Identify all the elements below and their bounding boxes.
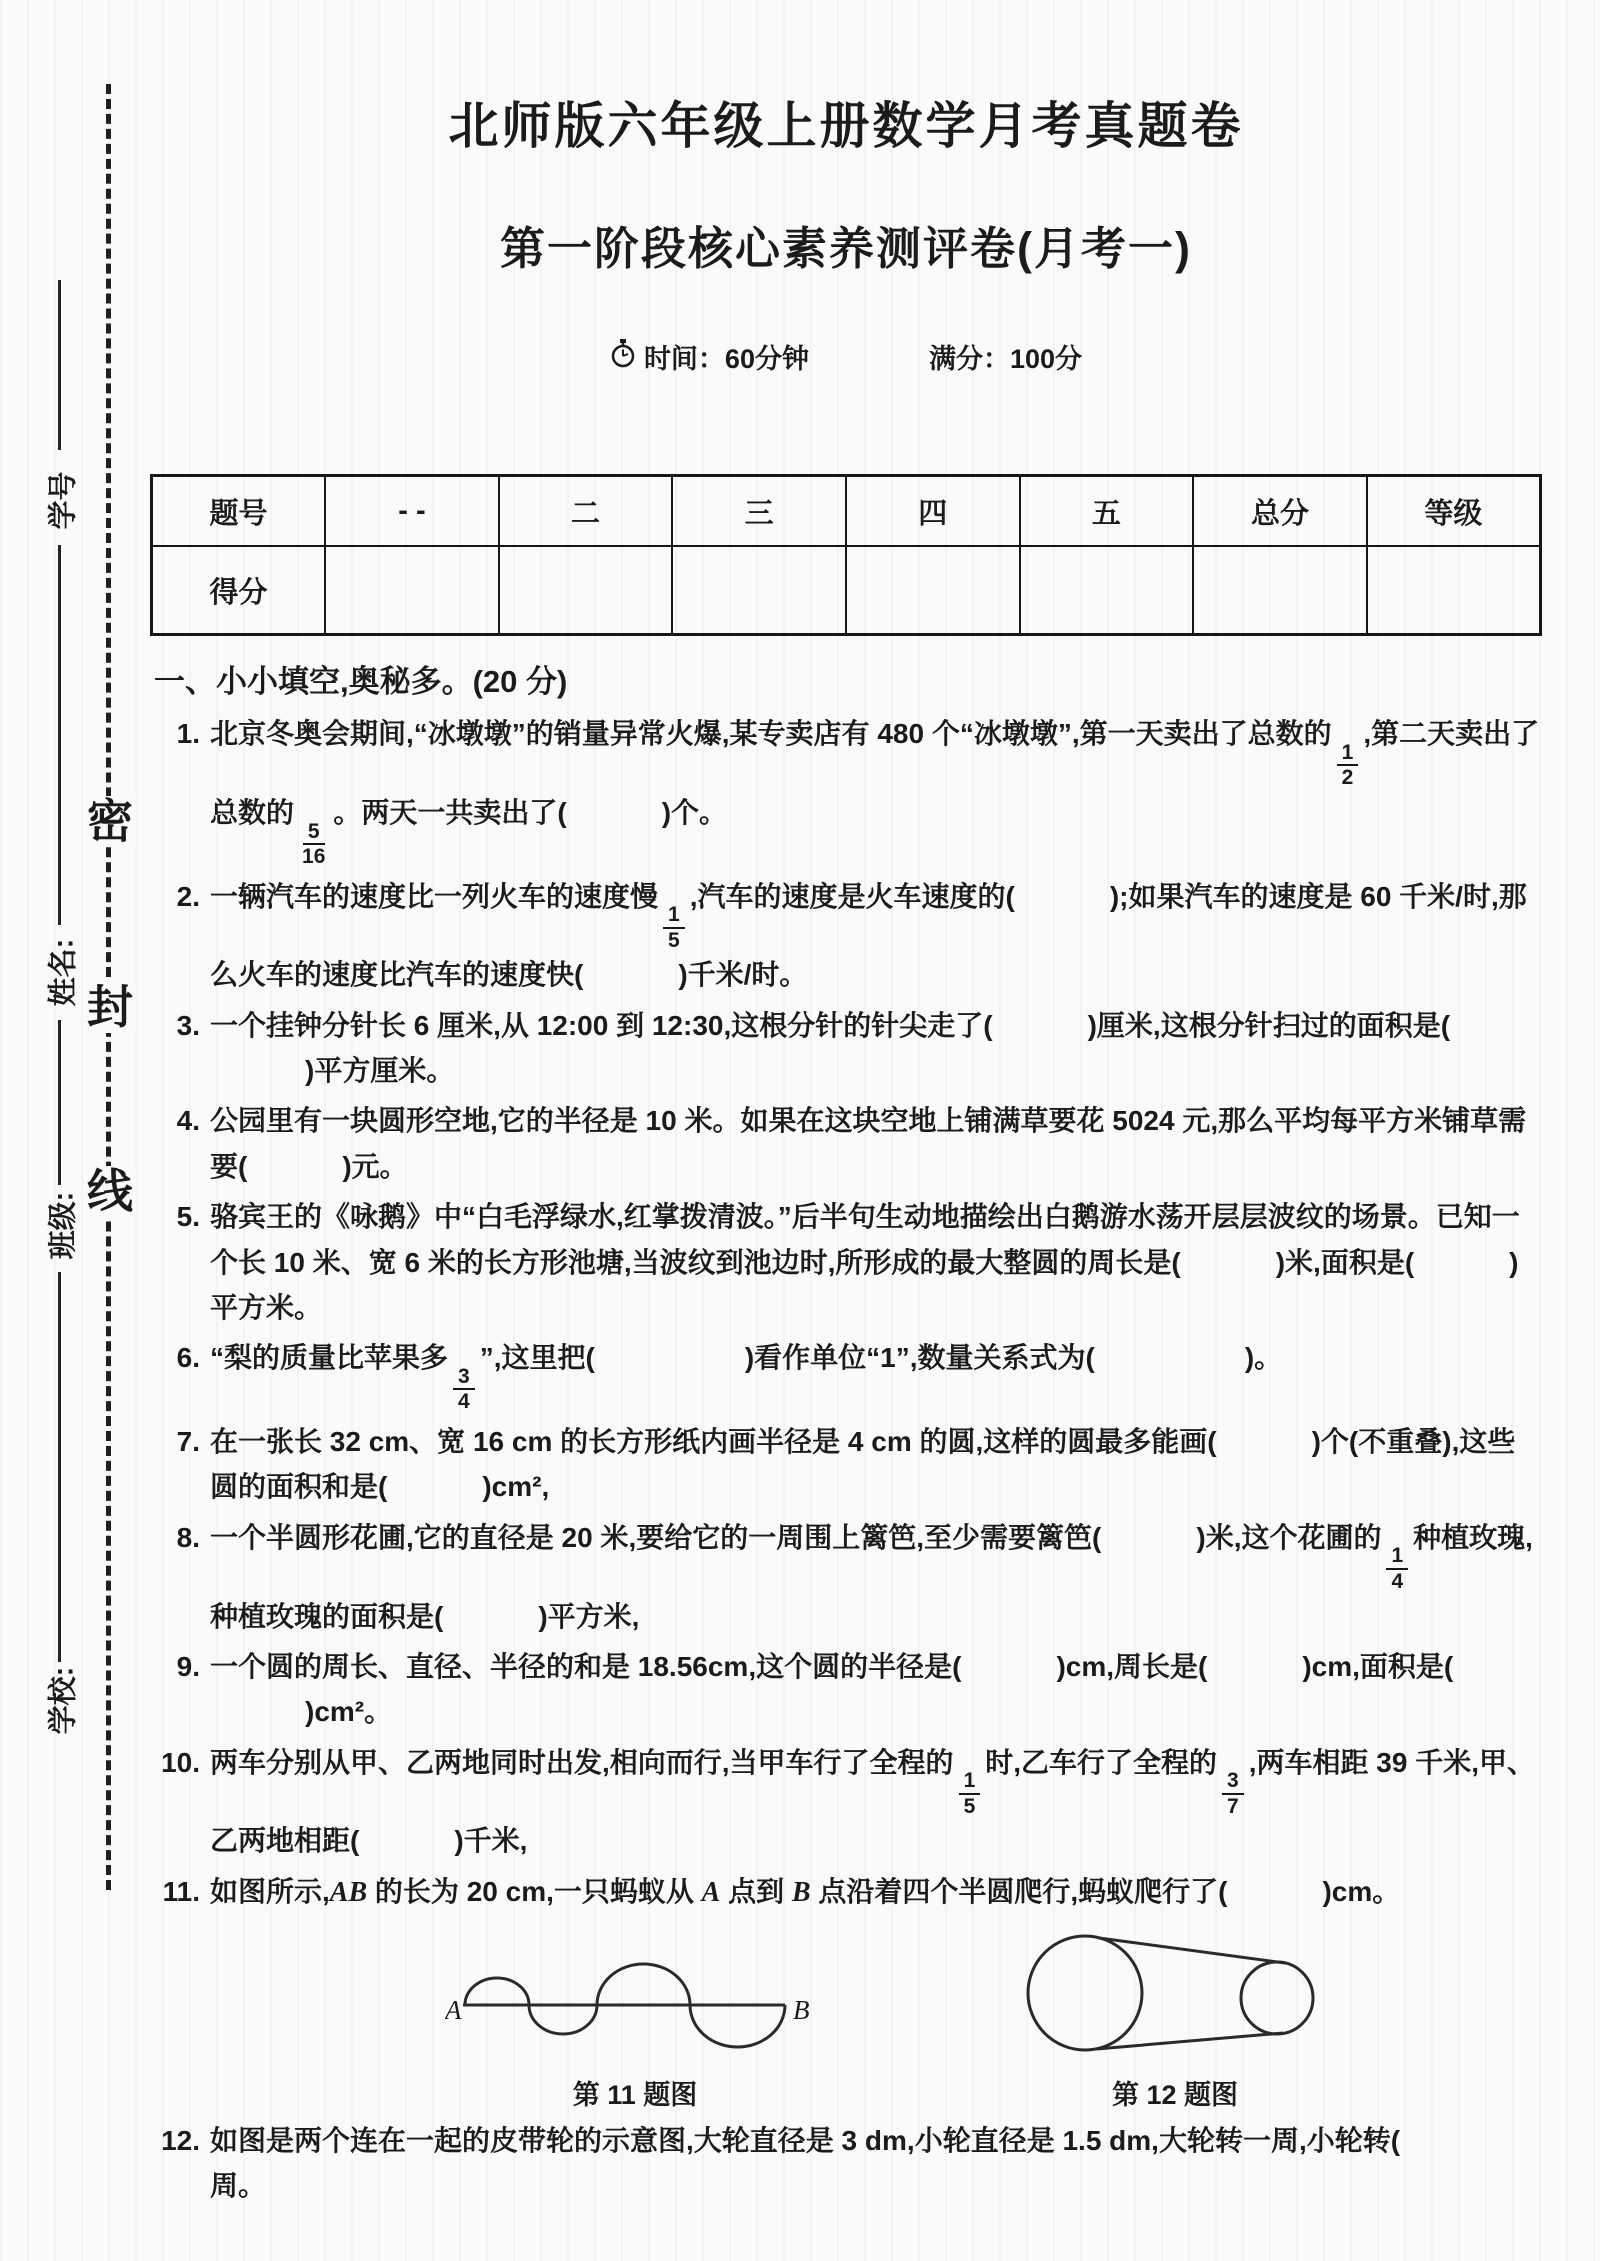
answer-blank: [993, 1034, 1088, 1035]
figure-q11: [445, 1929, 825, 2112]
seal-char-mi: 密: [84, 796, 136, 847]
question-item: 2. 一辆汽车的速度比一列火车的速度慢 $\frac{1}{5}$ ,汽车的速度是火车速度的( );如果汽车的速度是 60 千米/时,那么火车的速度比汽车的速度快( )千米/时。: [150, 874, 1542, 998]
score-table-header-row: [152, 476, 1541, 547]
page-title: 北师版六年级上册数学月考真题卷: [448, 98, 1244, 154]
question-number: 7.: [176, 1426, 200, 1457]
time-label: 时间：60分钟: [643, 344, 809, 374]
fraction: $\frac{3}{7}$: [1222, 1769, 1244, 1818]
answer-blank: [961, 1675, 1056, 1676]
student-id-label: 学号: [47, 471, 80, 530]
score-table-empty-cell: [325, 546, 499, 635]
time-item: [610, 337, 809, 376]
question-item: 1. 北京冬奥会期间,“冰墩墩”的销量异常火爆,某专卖店有 480 个“冰墩墩”,第一天卖出了总数的 $\frac{1}{2}$ ,第二天卖出了总数的 $\frac{5}{16}$ 。两天一共卖出了( )个。: [150, 711, 1542, 869]
fraction: $\frac{1}{2}$: [1337, 741, 1359, 790]
question-number: 8.: [176, 1521, 200, 1553]
math-variable: B: [791, 1876, 811, 1908]
answer-blank: [210, 1720, 305, 1721]
answer-blank: [387, 1495, 482, 1496]
score-table-header-cell: 总分: [1193, 476, 1367, 547]
full-score-item: [929, 337, 1082, 376]
answer-blank: [1227, 1900, 1322, 1901]
question-item: 10. 两车分别从甲、乙两地同时出发,相向而行,当甲车行了全程的 $\frac{1}{5}$ 时,乙车行了全程的 $\frac{3}{7}$ ,两车相距 39 千米,甲、乙两地相距( )千米,: [150, 1740, 1542, 1864]
answer-blank: [1095, 1366, 1245, 1367]
question-number: 1.: [176, 718, 200, 749]
fraction: $\frac{1}{4}$: [1386, 1544, 1408, 1593]
fraction: $\frac{1}{5}$: [663, 903, 685, 952]
name-write-line: [58, 545, 61, 925]
answer-blank: [583, 983, 678, 984]
answer-blank: [1217, 1450, 1312, 1451]
score-table-empty-cell: [1020, 546, 1194, 635]
question-number: 12.: [161, 2125, 200, 2157]
figure-q12: [975, 1925, 1375, 2112]
question-item: 7. 在一张长 32 cm、宽 16 cm 的长方形纸内画半径是 4 cm 的圆,这样的圆最多能画( )个(不重叠),这些圆的面积和是( )cm²,: [150, 1419, 1542, 1510]
score-table-empty-cell: [499, 546, 673, 635]
question-item: 3. 一个挂钟分针长 6 厘米,从 12:00 到 12:30,这根分针的针尖走了( )厘米,这根分针扫过的面积是()平方厘米。: [150, 1003, 1542, 1094]
score-table-empty-cell: [846, 546, 1020, 635]
name-label: 姓名:: [47, 938, 80, 1007]
question-number: 2.: [176, 880, 200, 912]
score-table-empty-cell: [1367, 546, 1541, 635]
score-table-empty-cell: [1193, 546, 1367, 635]
student-id-write-line: [58, 280, 61, 450]
score-table-header-cell: 三: [672, 476, 846, 547]
score-table-header-cell: 四: [846, 476, 1020, 547]
score-table-header-cell: - -: [325, 476, 499, 547]
figure-12-caption: 第 12 题图: [1111, 2080, 1239, 2111]
section-one-title: 一、小小填空,奥秘多。(20 分): [154, 664, 568, 699]
question-list: [150, 711, 1542, 1915]
math-variable: A: [701, 1876, 721, 1908]
belt-pulleys-diagram: [975, 1925, 1375, 2071]
fraction: $\frac{3}{4}$: [453, 1365, 475, 1414]
full-score-label: 满分：100分: [928, 344, 1083, 374]
answer-blank: [443, 1625, 538, 1626]
score-table-header-cell: 题号: [152, 476, 326, 547]
answer-blank: [1207, 1675, 1302, 1676]
class-write-line: [58, 1020, 61, 1185]
question-item: 4. 公园里有一块圆形空地,它的半径是 10 米。如果在这块空地上铺满草要花 5024 元,那么平均每平方米铺草需要( )元。: [150, 1098, 1542, 1189]
score-table-score-row: [152, 546, 1541, 635]
question-number: 5.: [176, 1201, 200, 1233]
answer-blank: [1414, 1271, 1509, 1272]
question-list-tail: [150, 2118, 1542, 2209]
point-a-label: A: [445, 1995, 462, 2026]
answer-blank: [1400, 2149, 1540, 2150]
score-row-label: 得分: [152, 546, 326, 635]
score-table-empty-cell: [672, 546, 846, 635]
answer-blank: [1015, 905, 1110, 906]
page-subtitle: 第一阶段核心素养测评卷(月考一): [500, 223, 1192, 274]
answer-blank: [567, 821, 662, 822]
figures-row: [445, 1925, 1542, 2112]
score-table-header-cell: 五: [1020, 476, 1194, 547]
question-item: 5. 骆宾王的《咏鹅》中“白毛浮绿水,红掌拨清波。”后半句生动地描绘出白鹅游水荡开层层波纹的场景。已知一个长 10 米、宽 6 米的长方形池塘,当波纹到池边时,所形成的最大整圆的周长是( )米,面积是( )平方米。: [150, 1194, 1542, 1330]
score-table: [150, 474, 1542, 636]
question-item: 8. 一个半圆形花圃,它的直径是 20 米,要给它的一周围上篱笆,至少需要篱笆( )米,这个花圃的 $\frac{1}{4}$ 种植玫瑰,种植玫瑰的面积是( )平方米,: [150, 1515, 1542, 1639]
score-table-header-cell: 二: [499, 476, 673, 547]
answer-blank: [595, 1366, 745, 1367]
school-write-line: [58, 1272, 61, 1662]
question-item: 9. 一个圆的周长、直径、半径的和是 18.56cm,这个圆的半径是( )cm,周长是( )cm,面积是()cm²。: [150, 1644, 1542, 1735]
figure-11-caption: 第 11 题图: [572, 2080, 698, 2111]
question-number: 6.: [176, 1342, 200, 1374]
school-label: 学校:: [47, 1666, 80, 1735]
answer-blank: [247, 1175, 342, 1176]
seal-char-xian: 线: [84, 1166, 136, 1217]
class-label: 班级:: [47, 1191, 80, 1260]
question-number: 9.: [176, 1650, 200, 1682]
answer-blank: [1101, 1546, 1196, 1547]
semicircles-diagram: [445, 1929, 825, 2071]
question-item: 6. “梨的质量比苹果多 $\frac{3}{4}$ ”,这里把( )看作单位“1”,数量关系式为( )。: [150, 1335, 1542, 1414]
question-item: 11. 如图所示,AB 的长为 20 cm,一只蚂蚁从 A 点到 B 点沿着四个半圆爬行,蚂蚁爬行了( )cm。: [150, 1869, 1542, 1915]
fraction: $\frac{1}{5}$: [959, 1769, 981, 1818]
question-number: 4.: [176, 1105, 200, 1137]
seal-char-feng: 封: [84, 982, 136, 1033]
answer-blank: [1181, 1271, 1276, 1272]
question-item: 12. 如图是两个连在一起的皮带轮的示意图,大轮直径是 3 dm,小轮直径是 1.5 dm,大轮转一周,小轮转(周。: [150, 2118, 1542, 2209]
exam-meta: [150, 337, 1542, 376]
timer-icon: [610, 338, 636, 375]
question-number: 3.: [176, 1009, 200, 1041]
answer-blank: [210, 1079, 305, 1080]
question-number: 11.: [162, 1875, 200, 1907]
point-b-label: B: [793, 1995, 810, 2026]
score-table-header-cell: 等级: [1367, 476, 1541, 547]
question-number: 10.: [161, 1746, 200, 1778]
math-variable: AB: [329, 1876, 368, 1908]
answer-blank: [359, 1849, 454, 1850]
fraction: $\frac{5}{16}$: [302, 819, 326, 869]
